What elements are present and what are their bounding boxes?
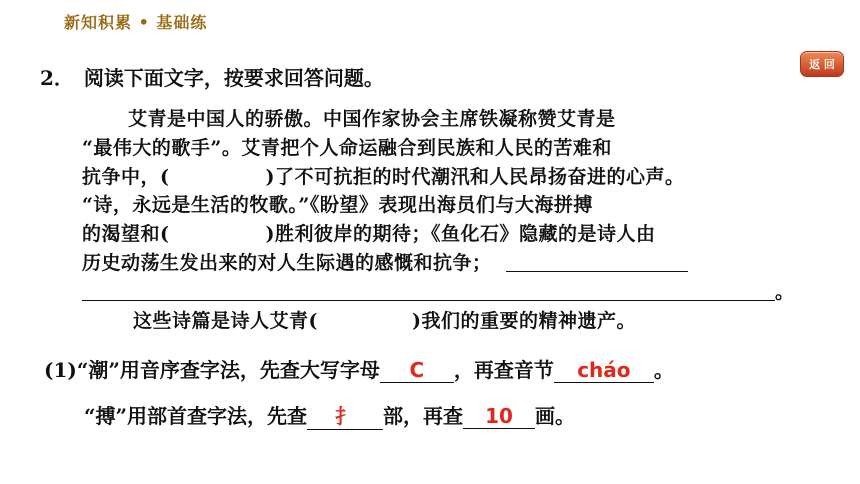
back-button[interactable]: 返 回 (800, 51, 844, 77)
passage-text: )了不可抗拒的时代潮汛和人民昂扬奋进的心声。 (265, 166, 685, 188)
sub-question-1-line-1 (44, 354, 674, 383)
passage-line-5 (82, 219, 656, 246)
passage-line-4: “诗，永远是生活的牧歌。”《盼望》表现出海员们与大海拼搏 (82, 194, 593, 216)
passage-line-1: 艾青是中国人的骄傲。中国作家协会主席铁凝称赞艾青是 (128, 108, 616, 130)
section-title: 新知积累 • 基础练 (64, 13, 208, 32)
answer-strokes: 10 (463, 404, 535, 429)
answer-syllable: cháo (554, 358, 654, 383)
answer-letter: C (380, 358, 454, 383)
passage-text: 这些诗篇是诗人艾青( (133, 310, 318, 332)
top-bar (0, 0, 860, 44)
passage-line-2: “最伟大的歌手”。艾青把个人命运融合到民族和人民的苦难和 (82, 137, 612, 159)
question-heading (40, 62, 384, 91)
passage-line-3 (82, 162, 685, 189)
sub-question-text: 画。 (535, 404, 576, 428)
passage-line-7 (82, 277, 795, 304)
passage-line-6 (82, 248, 688, 275)
sub-question-text: (1)“潮”用音序查字法，先查大写字母 (44, 358, 380, 382)
passage-text: 抗争中，( (82, 166, 170, 188)
passage-text: 。 (775, 281, 795, 303)
passage-text: 的渴望和( (82, 223, 170, 245)
passage-line-8 (133, 306, 636, 333)
passage-text: )我们的重要的精神遗产。 (412, 310, 636, 332)
sub-question-text: 部，再查 (383, 404, 464, 428)
sub-question-1-line-2 (84, 400, 575, 430)
passage-text: )胜利彼岸的期待；《鱼化石》隐藏的是诗人由 (265, 223, 656, 245)
question-number: 2． (40, 66, 74, 90)
sub-question-text: 。 (653, 358, 674, 382)
passage-text: 历史动荡生发出来的对人生际遇的感慨和抗争； (82, 252, 492, 274)
answer-underline-1 (506, 251, 688, 272)
sub-question-text: ，再查音节 (453, 358, 554, 382)
answer-underline-2 (82, 280, 775, 301)
sub-question-text: “搏”用部首查字法，先查 (84, 404, 308, 428)
answer-radical: 扌 (307, 400, 383, 430)
question-prompt: 阅读下面文字，按要求回答问题。 (83, 66, 384, 90)
